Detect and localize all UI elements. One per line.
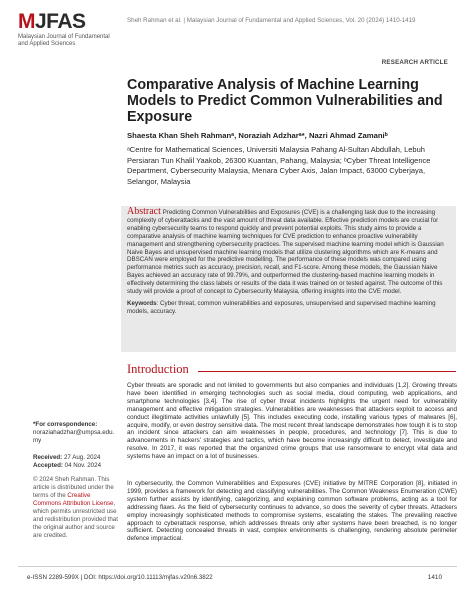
keywords-paragraph: [127, 300, 449, 316]
running-header: Sheh Rahman et al. | Malaysian Journal of Fundamental and Applied Sciences, Vol. 20 (2024) 1410-1419: [127, 17, 416, 24]
abstract-box: [121, 206, 456, 352]
accepted-line: [33, 462, 119, 470]
footer-issn-doi: e-ISSN 2289-599X | DOI: https://doi.org/10.11113/mjfas.v20n6.3822: [27, 574, 213, 581]
dates-block: [33, 454, 119, 470]
correspondence-email[interactable]: noraziahadzhar@umpsa.edu.my: [33, 429, 115, 444]
correspondence-block: [33, 421, 119, 445]
section-divider: [198, 371, 456, 372]
correspondence-label: *For correspondence:: [33, 421, 98, 428]
page-number: 1410: [427, 574, 442, 581]
journal-logo-block: [18, 12, 118, 48]
intro-paragraph-1: Cyber threats are sporadic and not limited to governments but also companies and individuals [1,2]. Growing threats have been identified in emerging technologies such as social media, cloud computing, web applications, and smartphone technologies [3,4]. The rise of cyber threat incidents highlights the urgent need for vulnerability management and effective mitigation strategies. Vulnerabilities are weaknesses that attackers exploit to access and conduct illegitimate activities unlawfully [5]. This includes executing code, installing various types of malwares [6], acquire, modify, or even destroy sensitive data. The most recent threat landscape demonstrates how tough it is to stop an incident since attackers can aim weaknesses in people, procedures, and technology [7]. This is due to advancements in hackers' strategies and tactics, which have become increasingly difficult to detect, investigate and resolve. In 2017, it was reported that the organized crime groups that use ransomware to encrypt vital data and systems have an impact on a lot of businesses.: [127, 382, 457, 461]
journal-logo: [18, 12, 118, 32]
accepted-label: Accepted:: [33, 462, 63, 469]
journal-subtitle: Malaysian Journal of Fundamental and Applied Sciences: [18, 34, 110, 47]
keywords-label: Keywords: [127, 299, 157, 307]
received-line: [33, 454, 119, 462]
received-label: Received:: [33, 454, 63, 461]
accepted-date: 04 Nov. 2024: [64, 462, 102, 469]
license-text-pre: © 2024 Sheh Rahman. This article is distributed under the terms of the: [33, 476, 114, 499]
license-notice: [33, 476, 119, 540]
logo-text: JFAS: [35, 10, 86, 33]
logo-m: M: [18, 10, 35, 33]
abstract-paragraph: [127, 208, 449, 296]
section-heading-introduction: Introduction: [127, 362, 189, 376]
abstract-text: Predicting Common Vulnerabilities and Exposures (CVE) is a challenging task due to the increasing complexity of cyberattacks and the vast amount of threat data available. Effective prediction models are crucial for enabling cybersecurity teams to respond quickly and prevent potential exploits. This study aims to provide a comparative analysis of machine learning techniques for CVE prediction to enhance proactive vulnerability management and strengthening cybersecurity practices. The supervised machine learning model which is Gaussian Naive Bayes and unsupervised machine learning models that utilize clustering algorithms which are K-means and DBSCAN were employed for the predictive modelling. The performance of these models was compared using performance metrics such as accuracy, precision, recall, and F1-score. Among these models, the Gaussian Naive Bayes achieved an accuracy rate of 99.79%, and outperformed the clustering-based machine learning models in effectively determining the class labels or results of the data it was trained on or tested against. The outcome of this study will provide a proof of concept to Cybersecurity Malaysia, offering insights into the CVE model.: [127, 209, 444, 296]
creative-commons-link[interactable]: Creative Commons Attribution License: [33, 492, 114, 507]
paper-title: Comparative Analysis of Machine Learning Models to Predict Common Vulnerabilities and Exposure: [127, 77, 443, 125]
article-type-label: RESEARCH ARTICLE: [381, 59, 448, 66]
author-list: Shaesta Khan Sheh Rahmanᵃ, Noraziah Adzharᵃ*, Nazri Ahmad Zamaniᵇ: [127, 131, 388, 140]
affiliation-text: ᵃCentre for Mathematical Sciences, Universiti Malaysia Pahang Al-Sultan Abdullah, Lebuh Persiaran Tun Khalil Yaakob, 26300 Kuantan, Pahang, Malaysia; ᵇCyber Threat Intelligence Department, Cybersecurity Malaysia, Menara Cyber Axis, Jalan Impact, 63000 Cyberjaya, Selangor, Malaysia: [127, 145, 431, 186]
received-date: 27 Aug. 2024: [63, 454, 101, 461]
keywords-text: : Cyber threat, common vulnerabilities and exposures, unsupervised and supervised machine learning models, accuracy.: [127, 299, 436, 315]
license-text-post: , which permits unrestricted use and redistribution provided that the original author and source are credited.: [33, 500, 118, 539]
footer-divider: [18, 566, 457, 567]
intro-paragraph-2: In cybersecurity, the Common Vulnerabilities and Exposures (CVE) initiative by MITRE Corporation [8], initiated in 1999, provides a framework for detecting and classifying vulnerabilities. The Common Weakness Enumeration (CWE) system further assists by identifying, categorizing, and explaining common software problems, acting as a tool for addressing flaws. As the field of cybersecurity continues to advance, so does the severity of cyber threats. Attackers employ increasingly sophisticated methods to compromise systems, escalating the stakes. The prevailing reactive approach to cyberattack response, which addresses threats only after systems have been breached, is no longer sufficient. Detecting concealed threats in vast, complex environments is challenging, rendering absolute perimeter defence impractical.: [127, 480, 457, 543]
abstract-label: Abstract: [127, 206, 161, 217]
